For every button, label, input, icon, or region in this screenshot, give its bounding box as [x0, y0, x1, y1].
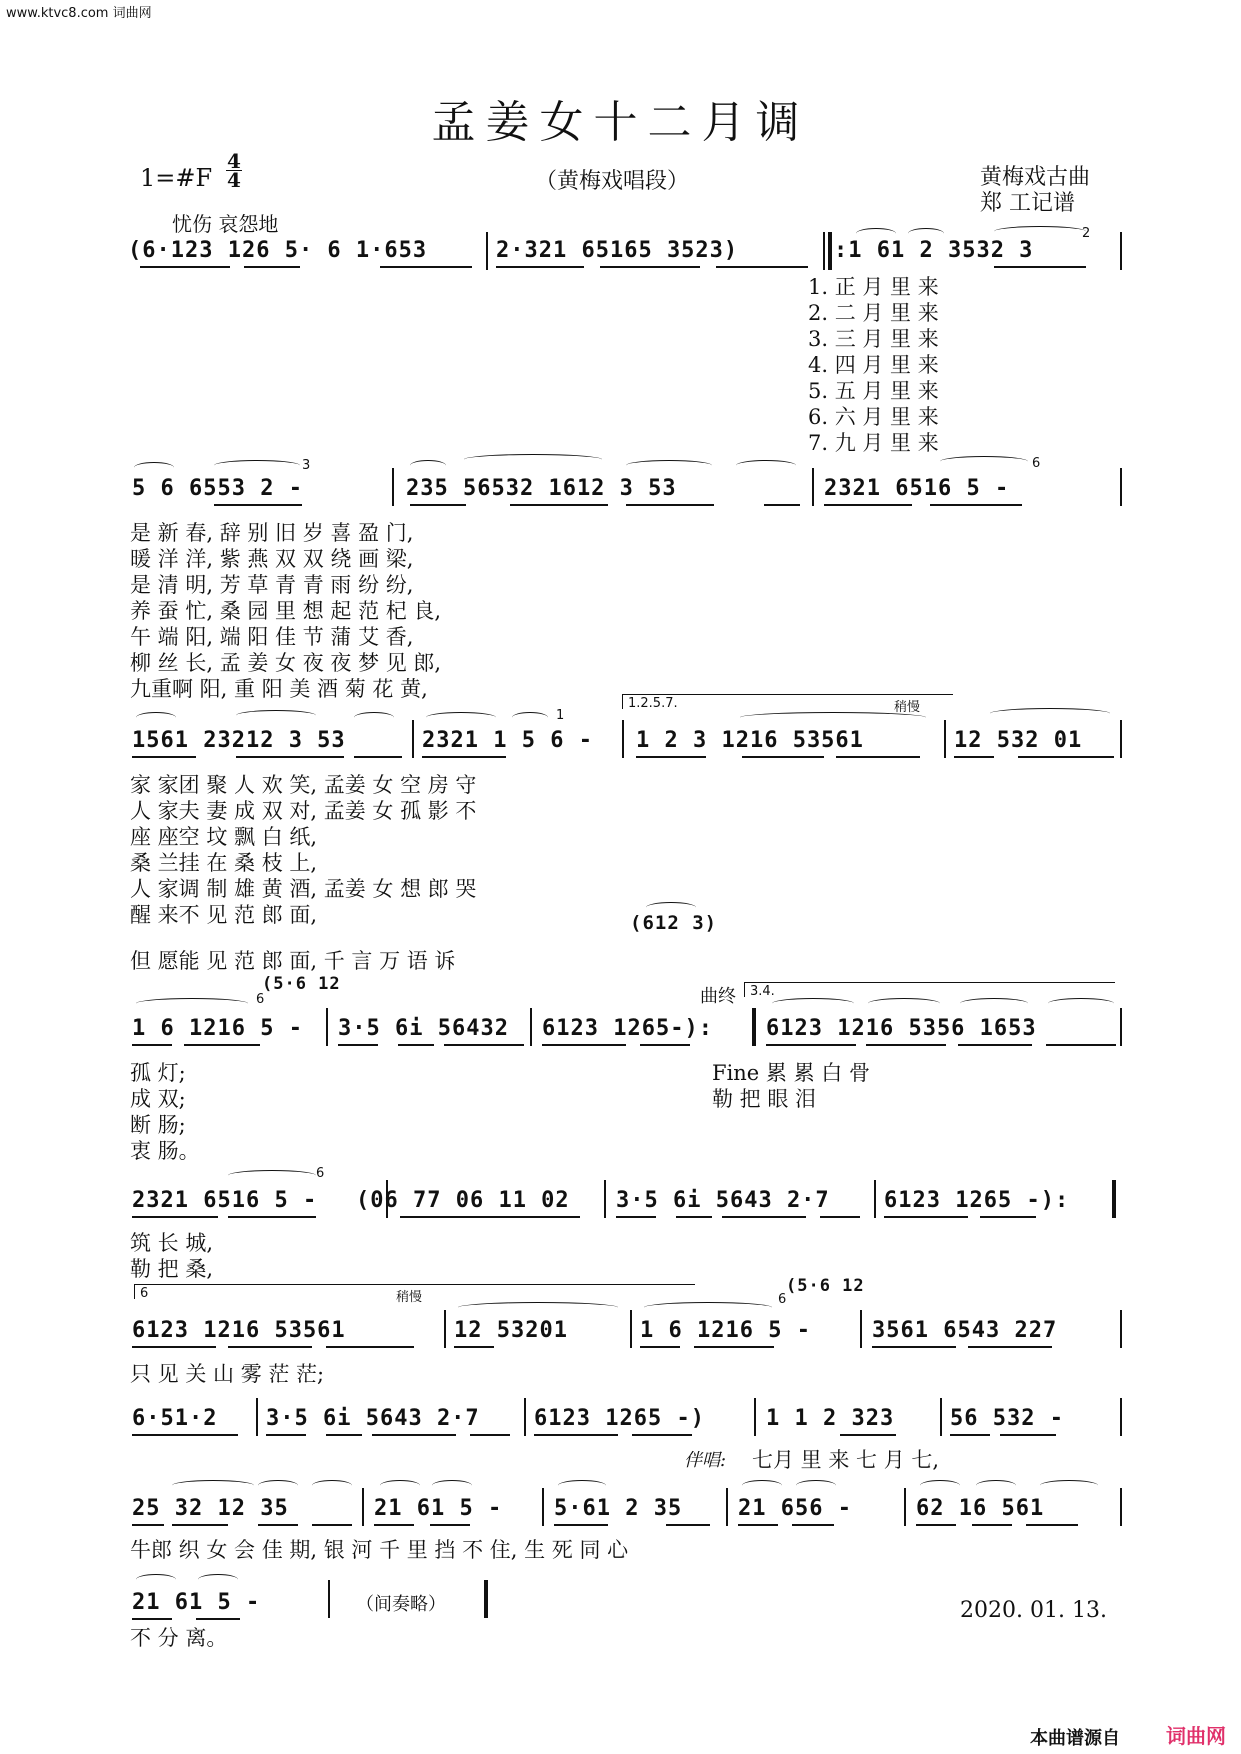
barline — [630, 1310, 632, 1348]
underline — [338, 1044, 378, 1046]
slur — [1040, 1480, 1098, 1491]
grace-superscript: 6 — [256, 992, 265, 1007]
underline — [972, 1524, 1012, 1526]
slur — [432, 1480, 472, 1491]
lyric-line: 养 蚕 忙, 桑 园 里 想 起 范 杞 良, — [130, 599, 442, 623]
verse-line: 3. 三 月 里 来 — [808, 327, 939, 351]
barline — [412, 720, 414, 758]
notes-line6-b: 12 53201 — [454, 1318, 568, 1343]
verse-line: 4. 四 月 里 来 — [808, 353, 939, 377]
volta-label: 1.2.5.7. — [628, 696, 678, 711]
verse-line: 5. 五 月 里 来 — [808, 379, 939, 403]
slur — [920, 1480, 960, 1491]
repeat-start-barline — [828, 232, 832, 270]
slur — [134, 462, 174, 473]
lyric-line: 人 家调 制 雄 黄 酒, 孟姜 女 想 郎 哭 — [130, 877, 477, 901]
accompaniment-label: 伴唱: — [684, 1450, 727, 1471]
underline — [636, 756, 706, 758]
underline — [866, 1044, 946, 1046]
slur — [236, 710, 316, 721]
slur — [258, 1480, 298, 1491]
underline — [820, 1216, 860, 1218]
lyric-line: 暖 洋 洋, 紫 燕 双 双 绕 画 梁, — [130, 547, 414, 571]
footer-logo[interactable]: 词曲网 — [1166, 1724, 1226, 1748]
underline — [132, 1524, 164, 1526]
notes-line8-b: 21 61 5 - — [374, 1496, 503, 1521]
slur — [512, 712, 548, 723]
notes-line8-d: 21 656 - — [738, 1496, 852, 1521]
underline — [534, 1434, 618, 1436]
slur — [136, 712, 176, 723]
notes-line2-a: 5 6 6553 2 - — [132, 476, 303, 501]
barline — [524, 1398, 526, 1436]
notes-line5-c: 3·5 6i 5643 2·7 — [616, 1188, 830, 1213]
underline — [766, 1044, 856, 1046]
notes-line2-c: 2321 6516 5 - — [824, 476, 1010, 501]
credit-notator: 郑 工记谱 — [980, 191, 1075, 216]
underline — [228, 1346, 312, 1348]
notes-line4-d: 6123 1216 5356 1653 — [766, 1016, 1037, 1041]
barline — [823, 232, 825, 270]
underline — [1000, 1434, 1056, 1436]
barline — [486, 232, 488, 270]
barline — [1120, 1008, 1122, 1046]
notes-line3-d: 12 532 01 — [954, 728, 1083, 753]
lyric-line: 成 双; — [130, 1087, 186, 1111]
slur — [976, 1480, 1016, 1491]
time-sig-bottom: 4 — [227, 168, 241, 192]
underline — [266, 1434, 306, 1436]
notes-line7-a: 6·51·2 — [132, 1406, 218, 1431]
underline — [872, 1346, 956, 1348]
underline — [836, 756, 920, 758]
underline — [840, 1434, 896, 1436]
grace-group: (612 3) — [630, 912, 718, 934]
notes-line6-a: 6123 1216 53561 — [132, 1318, 346, 1343]
lyric-line: 勒 把 桑, — [130, 1257, 214, 1281]
credit-music: 黄梅戏古曲 — [980, 165, 1091, 190]
slur — [136, 998, 248, 1009]
lyric-line: 衷 肠。 — [130, 1139, 200, 1163]
underline — [510, 504, 608, 506]
barline — [1120, 1488, 1122, 1526]
slur — [772, 998, 854, 1009]
underline — [258, 1524, 298, 1526]
grace-superscript: 6 — [778, 1292, 787, 1307]
lyrics-block-8: 牛郎 织 女 会 佳 期, 银 河 千 里 挡 不 住, 生 死 同 心 — [130, 1538, 629, 1562]
underline — [600, 266, 700, 268]
interlude-note: （间奏略） — [356, 1594, 446, 1615]
underline — [228, 1216, 316, 1218]
notes-line6-c: 1 6 1216 5 - — [640, 1318, 811, 1343]
underline — [354, 756, 402, 758]
barline — [328, 1580, 330, 1618]
slur — [172, 1480, 254, 1491]
underline — [626, 504, 714, 506]
watermark-text — [6, 2, 152, 21]
barline — [604, 1180, 606, 1218]
barline — [542, 1488, 544, 1526]
lyric-line: 九重啊 阳, 重 阳 美 酒 菊 花 黄, — [130, 677, 428, 701]
notes-line9-a: 21 61 5 - — [132, 1590, 261, 1615]
lyrics-block-4-right — [712, 1060, 870, 1112]
slur — [410, 460, 446, 471]
underline — [454, 1346, 494, 1348]
lyric-line: 午 端 阳, 端 阳 佳 节 蒲 艾 香, — [130, 625, 414, 649]
underline — [444, 1044, 524, 1046]
notes-line1-a: (6·123 126 5· 6 1·653 — [128, 238, 428, 263]
notes-line1-c: :1 61 2 3532 3 — [834, 238, 1034, 263]
underline — [954, 756, 994, 758]
grace-group: (5·6 12 — [262, 974, 341, 994]
underline — [554, 1524, 608, 1526]
notes-line8-c: 5·61 2 35 — [554, 1496, 683, 1521]
barline — [622, 720, 624, 758]
underline — [632, 1434, 692, 1436]
verse-line: 6. 六 月 里 来 — [808, 405, 939, 429]
repeat-end-barline — [1112, 1180, 1116, 1218]
barline — [1120, 468, 1122, 506]
underline — [764, 504, 800, 506]
lyric-line: 座 座空 坟 飘 白 纸, — [130, 825, 318, 849]
notes-line7-e: 56 532 - — [950, 1406, 1064, 1431]
slur — [990, 708, 1110, 719]
underline — [312, 1524, 352, 1526]
barline — [944, 720, 946, 758]
underline — [380, 266, 472, 268]
underline — [616, 1216, 656, 1218]
slur — [426, 712, 496, 723]
slur — [994, 226, 1086, 237]
lyric-line: 人 家夫 妻 成 双 对, 孟姜 女 孤 影 不 — [130, 799, 477, 823]
notes-line4-b: 3·5 6i 56432 — [338, 1016, 509, 1041]
underline — [542, 1044, 626, 1046]
underline — [980, 1216, 1036, 1218]
slur — [736, 460, 796, 471]
slur — [464, 454, 602, 465]
date-stamp: 2020. 01. 13. — [960, 1598, 1107, 1623]
slur — [868, 998, 940, 1009]
fine-marking: 曲终 — [700, 986, 736, 1007]
underline — [398, 1044, 434, 1046]
notes-line7-b: 3·5 6i 5643 2·7 — [266, 1406, 480, 1431]
barline — [874, 1180, 876, 1218]
lyrics-block-3 — [130, 772, 476, 974]
notes-line4-a: 1 6 1216 5 - — [132, 1016, 303, 1041]
barline — [1120, 720, 1122, 758]
lyric-line: 但 愿能 见 范 郎 面, 千 言 万 语 诉 — [130, 949, 456, 973]
lyric-line: 勒 把 眼 泪 — [712, 1087, 817, 1111]
underline — [132, 756, 196, 758]
underline — [184, 1044, 260, 1046]
volta-label: 6 — [140, 1286, 149, 1301]
underline — [400, 1216, 580, 1218]
verses-intro — [808, 274, 939, 456]
slur — [960, 998, 1028, 1009]
underline — [694, 1346, 774, 1348]
underline — [422, 756, 506, 758]
barline — [1120, 232, 1122, 270]
page-title: 孟姜女十二月调 — [431, 97, 810, 148]
footer-source: 本曲谱源自 — [1030, 1728, 1120, 1749]
slur — [198, 1574, 238, 1585]
slur — [796, 1480, 836, 1491]
key-signature: 1=#F — [140, 164, 213, 192]
time-sig-top: 4 — [227, 149, 241, 173]
slur — [558, 1480, 606, 1491]
lyrics-block-2 — [130, 520, 441, 702]
notes-line3-b: 2321 1 5 6 - — [422, 728, 593, 753]
barline — [256, 1398, 258, 1436]
barline — [530, 1008, 532, 1046]
underline — [958, 1044, 1032, 1046]
notes-line1-b: 2·321 65165 3523) — [496, 238, 739, 263]
slur — [646, 902, 696, 913]
notes-line3-a: 1561 23212 3 53 — [132, 728, 346, 753]
notes-line7-d: 1 1 2 323 — [766, 1406, 895, 1431]
underline — [640, 1044, 690, 1046]
notes-line8-a: 25 32 12 35 — [132, 1496, 289, 1521]
tempo-change-label: 稍慢 — [396, 1290, 423, 1305]
barline — [1120, 1310, 1122, 1348]
slur — [626, 460, 712, 471]
underline — [214, 504, 302, 506]
notes-line5-a: 2321 6516 5 - — [132, 1188, 318, 1213]
notes-line8-e: 62 16 561 — [916, 1496, 1045, 1521]
slur — [228, 1170, 316, 1181]
underline — [640, 1346, 680, 1348]
underline — [132, 1434, 238, 1436]
watermark-url: www.ktvc8.com — [6, 6, 109, 21]
volta-label: 3.4. — [750, 984, 775, 999]
underline — [132, 1346, 216, 1348]
barline — [940, 1398, 942, 1436]
slur — [644, 1302, 772, 1313]
underline — [1018, 756, 1114, 758]
underline — [470, 1434, 510, 1436]
barline — [1120, 1398, 1122, 1436]
underline — [132, 1044, 172, 1046]
underline — [950, 1434, 990, 1436]
lyric-line: Fine 累 累 白 骨 — [712, 1061, 870, 1085]
verse-line: 7. 九 月 里 来 — [808, 431, 939, 455]
underline — [792, 1524, 834, 1526]
slur — [136, 1574, 176, 1585]
lyric-line: 醒 来不 见 范 郎 面, — [130, 903, 318, 927]
underline — [172, 1524, 228, 1526]
slur — [1048, 998, 1114, 1009]
underline — [666, 1524, 710, 1526]
lyrics-block-6: 只 见 关 山 雾 茫 茫; — [130, 1362, 325, 1386]
underline — [1046, 1044, 1116, 1046]
slur — [214, 460, 300, 471]
barline — [726, 1488, 728, 1526]
tempo-marking: 忧伤 哀怨地 — [172, 212, 279, 236]
barline — [392, 468, 394, 506]
underline — [140, 266, 230, 268]
underline — [132, 1216, 218, 1218]
underline — [326, 1434, 362, 1436]
slur — [908, 228, 944, 239]
barline — [754, 1398, 756, 1436]
underline — [1026, 1524, 1078, 1526]
underline — [132, 1618, 172, 1620]
notes-line5-d: 6123 1265 -): — [884, 1188, 1070, 1213]
notes-line6-d: 3561 6543 227 — [872, 1318, 1058, 1343]
slur — [940, 456, 1028, 467]
underline — [430, 1524, 470, 1526]
slur — [312, 1480, 352, 1491]
slur — [380, 1480, 420, 1491]
lyric-line: 是 清 明, 芳 草 青 青 雨 纷 纷, — [130, 573, 414, 597]
underline — [410, 504, 466, 506]
lyric-line: 断 肠; — [130, 1113, 186, 1137]
lyrics-block-5 — [130, 1230, 213, 1282]
underline — [722, 1216, 806, 1218]
grace-superscript: 1 — [556, 708, 565, 723]
lyric-line: 柳 丝 长, 孟 姜 女 夜 夜 梦 见 郎, — [130, 651, 442, 675]
verse-line: 1. 正 月 里 来 — [808, 275, 939, 299]
underline — [372, 1434, 456, 1436]
lyric-line: 桑 兰挂 在 桑 枝 上, — [130, 851, 318, 875]
barline — [904, 1488, 906, 1526]
underline — [738, 1524, 778, 1526]
lyrics-block-9: 不 分 离。 — [130, 1626, 228, 1650]
underline — [374, 1524, 414, 1526]
lyric-line: 孤 灯; — [130, 1061, 186, 1085]
grace-superscript: 2 — [1082, 226, 1091, 241]
grace-superscript: 6 — [316, 1166, 325, 1181]
underline — [196, 1618, 240, 1620]
barline — [362, 1488, 364, 1526]
underline — [716, 266, 808, 268]
slur — [458, 1302, 618, 1313]
slur — [742, 1480, 782, 1491]
lyric-line: 筑 长 城, — [130, 1231, 214, 1255]
notes-line2-b: 235 56532 1612 3 53 — [406, 476, 677, 501]
time-signature — [226, 149, 242, 192]
grace-superscript: 6 — [1032, 456, 1041, 471]
underline — [916, 1524, 956, 1526]
repeat-end-barline — [752, 1008, 756, 1046]
underline — [326, 1346, 414, 1348]
underline — [930, 504, 1022, 506]
volta-bracket — [744, 982, 1115, 997]
barline — [812, 468, 814, 506]
subtitle: （黄梅戏唱段） — [535, 169, 690, 194]
underline — [884, 1216, 968, 1218]
grace-superscript: 3 — [302, 458, 311, 473]
underline — [994, 266, 1086, 268]
underline — [676, 1216, 712, 1218]
notes-line3-c: 1 2 3 1216 53561 — [636, 728, 864, 753]
underline — [236, 756, 344, 758]
notes-line7-c: 6123 1265 -) — [534, 1406, 705, 1431]
underline — [968, 1346, 1052, 1348]
underline — [824, 504, 912, 506]
lyrics-block-7: 七月 里 来 七 月 七, — [752, 1448, 940, 1472]
barline — [444, 1310, 446, 1348]
barline — [860, 1310, 862, 1348]
slur — [740, 712, 926, 723]
underline — [742, 756, 824, 758]
notes-line5-b: (06 77 06 11 02 — [356, 1188, 570, 1213]
lyric-line: 是 新 春, 辞 别 旧 岁 喜 盈 门, — [130, 521, 414, 545]
underline — [496, 266, 584, 268]
repeat-end-barline — [484, 1580, 488, 1618]
verse-line: 2. 二 月 里 来 — [808, 301, 939, 325]
slur — [856, 228, 896, 239]
watermark-site-name: 词曲网 — [112, 6, 152, 21]
barline — [326, 1008, 328, 1046]
grace-group: (5·6 12 — [786, 1276, 865, 1296]
lyric-line: 家 家团 聚 人 欢 笑, 孟姜 女 空 房 守 — [130, 773, 477, 797]
tempo-change-label: 稍慢 — [894, 700, 921, 715]
lyrics-block-4-left — [130, 1060, 200, 1164]
notes-line4-c: 6123 1265-): — [542, 1016, 713, 1041]
slur — [354, 712, 394, 723]
underline — [244, 266, 300, 268]
